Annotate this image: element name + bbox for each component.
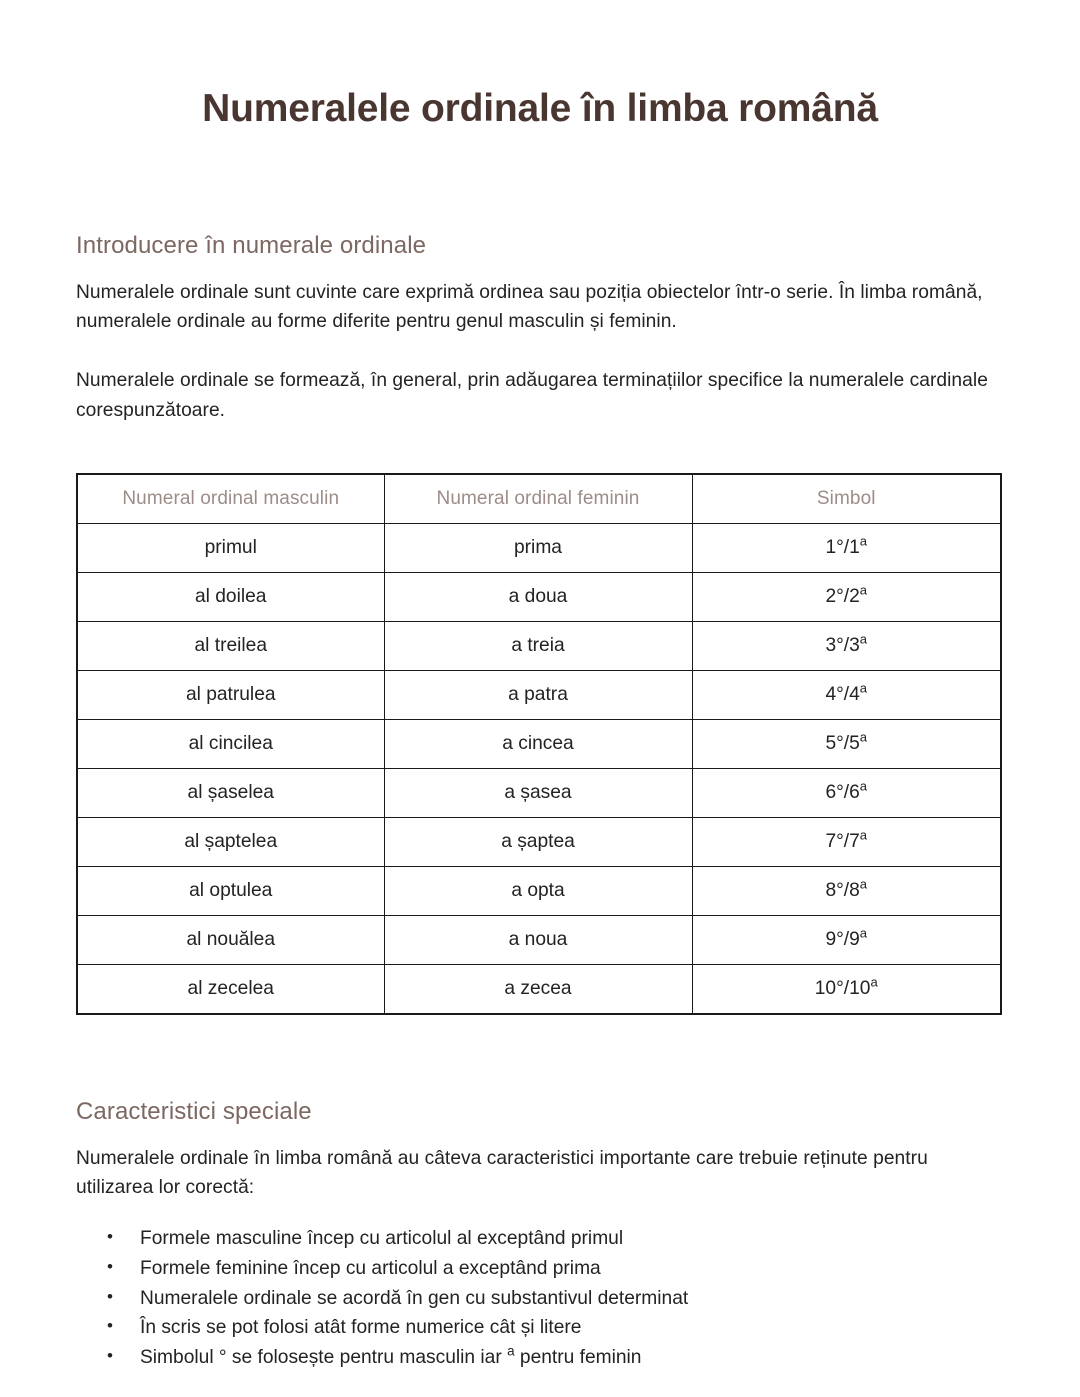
cell-simbol: 7°/7$^a$ xyxy=(692,817,1001,866)
list-item: • Formele feminine încep cu articolul a exceptând prima xyxy=(107,1254,1002,1284)
list-item: • Simbolul ° se folosește pentru masculin iar $^a$ pentru feminin xyxy=(107,1343,1002,1373)
table-row xyxy=(77,866,1001,915)
cell-masculin: al nouălea xyxy=(77,915,384,964)
cell-feminin: prima xyxy=(384,523,692,572)
table-header-row xyxy=(77,474,1001,524)
table-row xyxy=(77,817,1001,866)
cell-simbol: 5°/5$^a$ xyxy=(692,719,1001,768)
special-characteristics-section xyxy=(76,1097,1002,1373)
simbol-superscript: a xyxy=(859,778,868,794)
cell-simbol: 10°/10$^a$ xyxy=(692,964,1001,1014)
list-item: • În scris se pot folosi atât forme numerice cât și litere xyxy=(107,1313,1002,1343)
column-header-feminin: Numeral ordinal feminin xyxy=(384,474,692,524)
simbol-superscript: a xyxy=(859,533,868,549)
cell-feminin: a zecea xyxy=(384,964,692,1014)
cell-feminin: a noua xyxy=(384,915,692,964)
ordinals-table xyxy=(76,473,1002,1015)
features-list xyxy=(76,1224,1002,1373)
table-row xyxy=(77,523,1001,572)
cell-feminin: a doua xyxy=(384,572,692,621)
column-header-masculin: Numeral ordinal masculin xyxy=(77,474,384,524)
ordinals-table-wrapper xyxy=(76,473,1002,1015)
feminine-marker-superscript: a xyxy=(507,1343,515,1359)
section-heading-caracteristici: Caracteristici speciale xyxy=(76,1097,312,1125)
cell-feminin: a șaptea xyxy=(384,817,692,866)
cell-simbol: 8°/8$^a$ xyxy=(692,866,1001,915)
simbol-superscript: a xyxy=(859,582,868,598)
cell-simbol: 3°/3$^a$ xyxy=(692,621,1001,670)
cell-masculin: al patrulea xyxy=(77,670,384,719)
table-row xyxy=(77,768,1001,817)
simbol-superscript: a xyxy=(859,827,868,843)
table-row xyxy=(77,572,1001,621)
cell-simbol: 6°/6$^a$ xyxy=(692,768,1001,817)
cell-simbol: 2°/2$^a$ xyxy=(692,572,1001,621)
list-item: • Numeralele ordinale se acordă în gen cu substantivul determinat xyxy=(107,1284,1002,1314)
cell-feminin: a cincea xyxy=(384,719,692,768)
special-paragraph: Numeralele ordinale în limba română au câteva caracteristici importante care trebuie reținute pentru utilizarea lor corectă: xyxy=(76,1147,928,1198)
simbol-superscript: a xyxy=(870,974,878,990)
section-heading-introducere: Introducere în numerale ordinale xyxy=(76,232,427,260)
table-row xyxy=(77,670,1001,719)
simbol-superscript: a xyxy=(859,925,868,941)
cell-masculin: al șaptelea xyxy=(77,817,384,866)
cell-masculin: al doilea xyxy=(77,572,384,621)
simbol-superscript: a xyxy=(859,729,868,745)
simbol-superscript: a xyxy=(859,631,868,647)
table-row xyxy=(77,621,1001,670)
cell-masculin: al treilea xyxy=(77,621,384,670)
table-body xyxy=(77,523,1001,1014)
column-header-simbol: Simbol xyxy=(692,474,1001,524)
list-item: • Formele masculine încep cu articolul al exceptând primul xyxy=(107,1224,1002,1254)
simbol-superscript: a xyxy=(859,680,868,696)
page-title: Numeralele ordinale în limba română xyxy=(202,87,878,130)
cell-masculin: al șaselea xyxy=(77,768,384,817)
cell-feminin: a opta xyxy=(384,866,692,915)
simbol-superscript: a xyxy=(859,876,868,892)
cell-masculin: primul xyxy=(77,523,384,572)
document-content xyxy=(0,231,1080,1373)
intro-paragraph-2: Numeralele ordinale se formează, în general, prin adăugarea terminațiilor specifice la numeralele cardinale corespunzătoare. xyxy=(76,370,988,421)
table-head xyxy=(77,474,1001,524)
cell-feminin: a șasea xyxy=(384,768,692,817)
table-row xyxy=(77,719,1001,768)
table-row xyxy=(77,964,1001,1014)
cell-masculin: al zecelea xyxy=(77,964,384,1014)
intro-paragraph-1: Numeralele ordinale sunt cuvinte care exprimă ordinea sau poziția obiectelor într-o serie. În limba română, numeralele ordinale au forme diferite pentru genul masculin și feminin. xyxy=(76,282,983,333)
cell-simbol: 4°/4$^a$ xyxy=(692,670,1001,719)
cell-feminin: a patra xyxy=(384,670,692,719)
cell-masculin: al optulea xyxy=(77,866,384,915)
cell-simbol: 9°/9$^a$ xyxy=(692,915,1001,964)
table-row xyxy=(77,915,1001,964)
cell-feminin: a treia xyxy=(384,621,692,670)
cell-masculin: al cincilea xyxy=(77,719,384,768)
cell-simbol: 1°/1$^a$ xyxy=(692,523,1001,572)
